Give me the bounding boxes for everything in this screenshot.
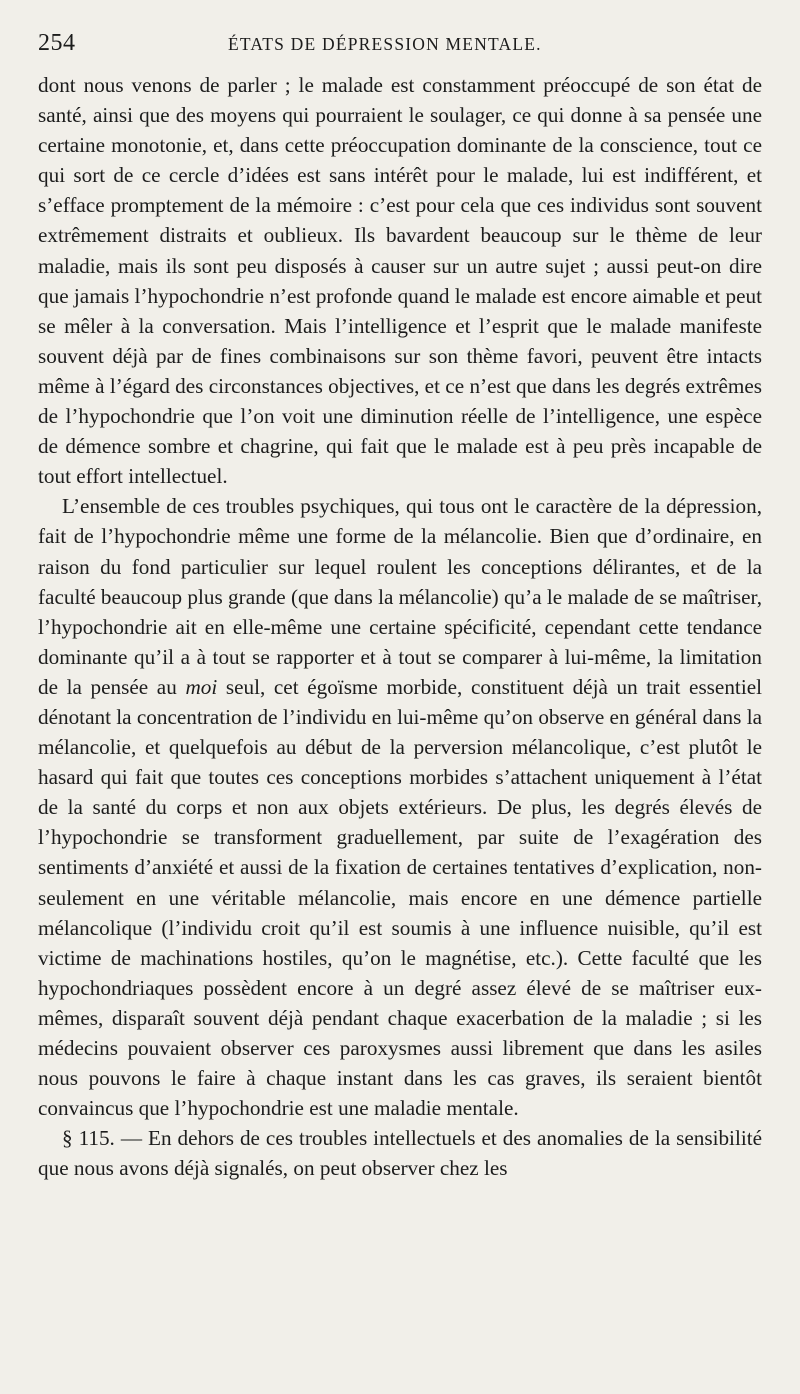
body-text (38, 70, 762, 1183)
page-header (38, 30, 762, 70)
paragraph-2 (38, 491, 762, 1123)
emphasized-word: moi (185, 674, 218, 699)
paragraph-3-text: — En dehors de ces troubles intellectuels et des anomalies de la sensibilité que nous avons déjà signalés, on peut observer chez les (38, 1126, 763, 1181)
paragraph-2-text-a: L’ensemble de ces troubles psychiques, qui tous ont le caractère de la dépression, fait de l’hypochondrie même une forme de la mélancolie. Bien que d’ordinaire, en raison du fond particulier sur lequel roulent les conceptions délirantes, et de la faculté beaucoup plus grande (que dans la mélancolie) qu’a le malade de se maîtriser, l’hypochondrie ait en elle-même une certaine spécificité, cependant cette tendance dominante qu’il a à tout se rapporter et à tout se comparer à lui-même, la limitation de la pensée au (38, 494, 762, 699)
running-head: ÉTATS DE DÉPRESSION MENTALE. (228, 34, 542, 54)
section-number: § 115. (62, 1126, 115, 1151)
paragraph-1: dont nous venons de parler ; le malade est constamment préoccupé de son état de santé, ainsi que des moyens qui pourraient le soulager, ce qui donne à sa pensée une certaine monotonie, et, dans cette préoccupation dominante de la conscience, tout ce qui sort de ce cercle d’idées est sans intérêt pour le malade, lui est indifférent, et s’efface promptement de la mémoire : c’est pour cela que ces individus sont souvent extrêmement distraits et oublieux. Ils bavardent beaucoup sur le thème de leur maladie, mais ils sont peu disposés à causer sur un autre sujet ; aussi peut-on dire que jamais l’hypochondrie n’est profonde quand le malade est encore aimable et peut se mêler à la conversation. Mais l’intelligence et l’esprit que le malade manifeste souvent déjà par de fines combinaisons sur son thème favori, peuvent être intacts même à l’égard des circonstances objectives, et ce n’est que dans les degrés extrêmes de l’hypochondrie que l’on voit une diminution réelle de l’intelligence, une espèce de démence sombre et chagrine, qui fait que le malade est à peu près incapable de tout effort intellectuel. (38, 73, 762, 489)
paragraph-2-text-b: seul, cet égoïsme morbide, constituent déjà un trait essentiel dénotant la concentration de l’individu en lui-même qu’on observe en général dans la mélancolie, et quelquefois au début de la perversion mélancolique, c’est plutôt le hasard qui fait que toutes ces conceptions morbides s’attachent uniquement à l’état de la santé du corps et non aux objets extérieurs. De plus, les degrés élevés de l’hypochondrie se transforment graduellement, par suite de l’exagération des sentiments d’anxiété et aussi de la fixation de certaines tentatives d’explication, non-seulement en une véritable mélancolie, mais encore en une démence partielle mélancolique (l’individu croit qu’il est soumis à une influence nuisible, qu’il est victime de machinations hostiles, qu’on le magnétise, etc.). Cette faculté que les hypochondriaques possèdent encore à un degré assez élevé de se maîtriser eux-mêmes, disparaît souvent déjà pendant chaque exacerbation de la maladie ; si les médecins pouvaient observer ces paroxysmes aussi librement que dans les asiles nous pouvons le faire à chaque instant dans les cas graves, ils seraient bientôt convaincus que l’hypochondrie est une maladie mentale. (38, 674, 762, 1121)
page-number: 254 (38, 30, 76, 56)
paragraph-3 (38, 1123, 762, 1183)
